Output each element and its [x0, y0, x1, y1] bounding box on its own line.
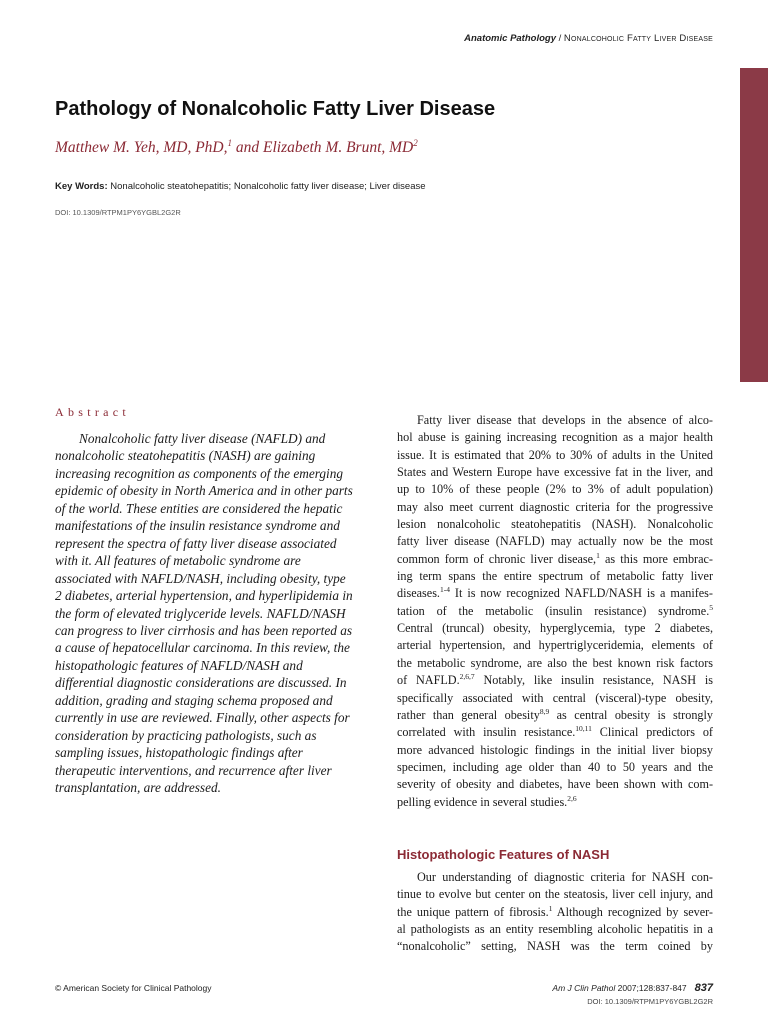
text-run: diseases. — [397, 586, 440, 601]
text-line: Our understanding of diagnostic criteria for NASH con- — [417, 870, 713, 884]
text-run: Notably, like insulin resistance, NASH is — [474, 673, 713, 688]
page-number: 837 — [694, 982, 713, 994]
text-line: al pathologists as an entity resembling alcoholic hepatitis in a — [397, 922, 713, 937]
text-line — [397, 707, 713, 724]
abstract-line: therapeutic interventions, and recurrence after liver — [55, 762, 332, 778]
citation-ref: 10,11 — [575, 724, 592, 734]
copyright-notice: © American Society for Clinical Pathology — [55, 983, 212, 993]
abstract-line: currently in use are reviewed. Finally, other aspects for — [55, 710, 350, 726]
text-line: lesion nonalcoholic steatohepatitis (NASH). Nonalcoholic — [397, 517, 713, 532]
footer-doi: DOI: 10.1309/RTPM1PY6YGBL2G2R — [587, 997, 713, 1006]
abstract-line: associated with NAFLD/NASH, including obesity, type — [55, 570, 346, 586]
abstract-line: epidemic of obesity in North America and in other parts — [55, 483, 353, 499]
citation-ref: 5 — [709, 602, 713, 612]
citation-ref: 2,6 — [567, 793, 577, 803]
text-line — [397, 585, 713, 602]
journal-name: Am J Clin Pathol — [552, 983, 616, 993]
text-line — [397, 551, 713, 568]
text-run: pelling evidence in several studies. — [397, 794, 568, 809]
text-run: the unique pattern of fibrosis. — [397, 904, 549, 919]
running-head-section: Anatomic Pathology — [464, 33, 556, 44]
abstract-line: a cause of hepatocellular carcinoma. In this review, the — [55, 640, 350, 656]
citation-ref: 1 — [596, 550, 600, 560]
abstract-line: differential diagnostic considerations are discussed. In — [55, 675, 347, 691]
text-run: as central obesity is strongly — [549, 707, 714, 722]
section-heading: Histopathologic Features of NASH — [397, 847, 610, 862]
author-conjunction: and — [232, 139, 263, 157]
text-line: arterial hypertension, and hypertriglyceridemia, elements of — [397, 638, 713, 653]
text-line: severity of obesity and diabetes, have been shown with com- — [397, 777, 713, 792]
abstract-line: 2 diabetes, arterial hypertension, and hyperlipidemia in — [55, 588, 353, 604]
text-line: fatty liver disease (NAFLD) may actually now be the most — [397, 534, 713, 549]
abstract-line: Nonalcoholic fatty liver disease (NAFLD) and — [79, 431, 326, 446]
abstract-line: with it. All features of metabolic syndrome are — [55, 553, 301, 569]
affiliation-marker: 2 — [413, 138, 418, 148]
abstract-line: the form of elevated triglyceride levels. NAFLD/NASH — [55, 605, 346, 621]
text-line: specifically associated with central (visceral)-type obesity, — [397, 690, 713, 705]
running-head — [464, 33, 713, 44]
section-color-tab — [740, 68, 768, 382]
author-name: Matthew M. Yeh, MD, PhD, — [55, 139, 228, 157]
keywords — [55, 181, 426, 192]
abstract-line: consideration by practicing pathologists, such as — [55, 727, 317, 743]
text-line — [397, 904, 713, 921]
text-line: specimen, including age older than 40 to 50 years and the — [397, 759, 713, 774]
text-run: of NAFLD. — [397, 673, 460, 688]
section-paragraph — [397, 869, 713, 956]
citation-ref: 8,9 — [539, 706, 550, 716]
text-run: Clinical predictors of — [591, 725, 713, 740]
text-run: Although recognized by sever- — [552, 904, 713, 919]
abstract-line: nonalcoholic steatohepatitis (NASH) are gaining — [55, 448, 316, 464]
keywords-label: Key Words: — [55, 181, 108, 192]
abstract-line: can progress to liver cirrhosis and has been reported as — [55, 622, 353, 638]
text-line: Central (truncal) obesity, hyperglycemia, type 2 diabetes, — [397, 621, 713, 636]
citation-ref: 2,6,7 — [459, 672, 475, 682]
text-line: up to 10% of these people (2% to 3% of adult population) — [397, 482, 713, 497]
keywords-list: Nonalcoholic steatohepatitis; Nonalcoholic fatty liver disease; Liver disease — [107, 181, 426, 192]
running-head-separator: / — [555, 33, 564, 44]
text-line — [397, 672, 713, 689]
text-run: as this more embrac- — [599, 551, 713, 566]
abstract-line: of the world. These entities are considered the hepatic — [55, 500, 343, 516]
intro-paragraph — [397, 412, 713, 811]
citation-details: 2007;128:837-847 — [615, 983, 687, 993]
text-line: “nonalcoholic” setting, NASH was the term coined by — [397, 939, 713, 954]
text-line: ing term spans the entire spectrum of metabolic fatty liver — [397, 569, 713, 584]
text-run: tation of the metabolic (insulin resistance) syndrome. — [397, 603, 710, 618]
text-line: more advanced histologic findings in the initial liver biopsy — [397, 742, 713, 757]
text-line: tinue to evolve but center on the steatosis, liver cell injury, and — [397, 887, 713, 902]
text-line: Fatty liver disease that develops in the absence of alco- — [417, 413, 713, 427]
article-doi: DOI: 10.1309/RTPM1PY6YGBL2G2R — [55, 208, 181, 217]
text-run: common form of chronic liver disease, — [397, 551, 597, 566]
citation-ref: 1 — [548, 903, 553, 913]
abstract-line: transplantation, are addressed. — [55, 780, 221, 796]
text-line: issue. It is estimated that 20% to 30% of adults in the United — [397, 447, 713, 462]
text-run: rather than general obesity — [397, 707, 540, 722]
text-run: It is now recognized NAFLD/NASH is a manifes- — [449, 586, 713, 601]
affiliation-marker: 1 — [227, 138, 232, 148]
abstract-line: histopathologic features of NAFLD/NASH and — [55, 657, 303, 673]
text-line: hol abuse is gaining increasing recognition as a major health — [397, 430, 713, 445]
abstract-line: increasing recognition as components of the emerging — [55, 465, 344, 481]
abstract-text — [55, 430, 373, 797]
abstract-line: sampling issues, histopathologic findings after — [55, 745, 303, 761]
citation-ref: 1-4 — [439, 585, 450, 595]
text-line: may also meet current diagnostic criteria for the progressive — [397, 499, 713, 514]
text-line: States and Western Europe have excessive fat in the liver, and — [397, 465, 713, 480]
author-name: Elizabeth M. Brunt, MD — [263, 139, 414, 157]
abstract-line: manifestations of the insulin resistance syndrome and — [55, 518, 340, 534]
text-line: the metabolic syndrome, are also the best known risk factors — [397, 655, 713, 670]
text-line — [397, 724, 713, 741]
text-run: correlated with insulin resistance. — [397, 725, 576, 740]
abstract-line: represent the spectra of fatty liver disease associated — [55, 535, 337, 551]
citation-footer — [552, 982, 713, 1006]
abstract-line: addition, grading and staging schema proposed and — [55, 692, 333, 708]
running-head-topic: Nonalcoholic Fatty Liver Disease — [563, 33, 713, 44]
text-line — [397, 603, 713, 620]
author-line — [55, 138, 418, 157]
abstract-heading: Abstract — [55, 405, 131, 419]
article-title: Pathology of Nonalcoholic Fatty Liver Disease — [55, 98, 496, 120]
text-line — [397, 794, 713, 811]
